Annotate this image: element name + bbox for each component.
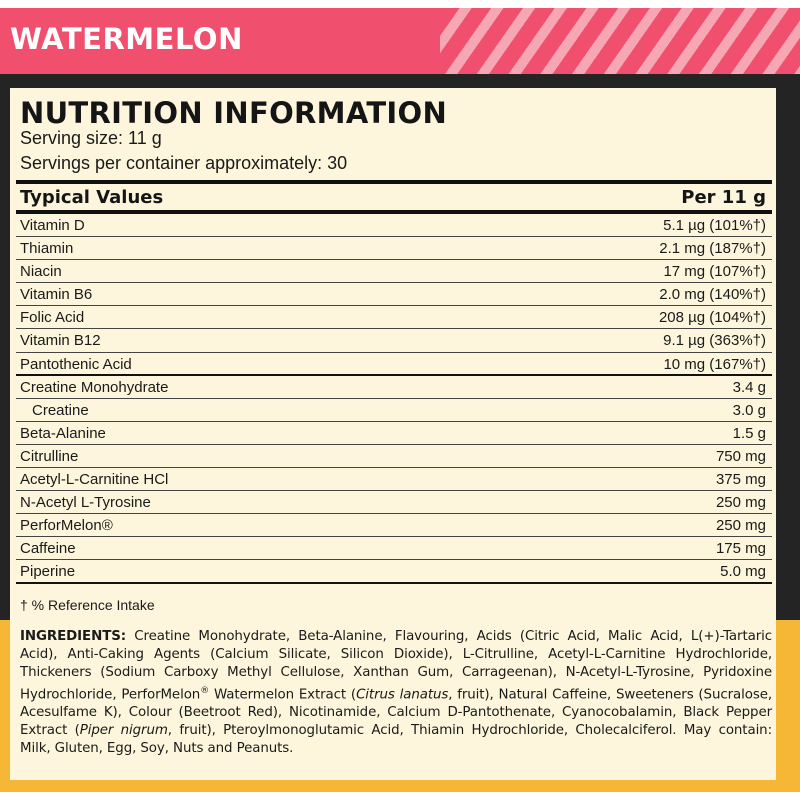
row-value: 250 mg — [715, 517, 766, 535]
frame-left — [0, 74, 10, 620]
row-value: 750 mg — [715, 447, 766, 465]
row-value: 9.1 µg (363%†) — [663, 332, 766, 350]
row-name: PerforMelon® — [20, 517, 113, 535]
table-row — [16, 422, 772, 445]
servings-per-container: Servings per container approximately: 30 — [20, 153, 348, 173]
ingredients-part: Creatine Monohydrate, Beta-Alanine, Flavouring, Acids (Citric Acid, Malic Acid, L(+)-Tartaric Acid), Anti-Caking Agents (Calcium Silicate, Silicon Dioxide), L-Citrulline, Acetyl-L-Carnitine Hydrochloride, Thickeners (Sodium Carboxy Methyl Cellulose, Xanthan Gum, Carrageenan), N-Acetyl-L-Tyrosine, Pyridoxine Hydrochloride, PerforMelon — [20, 629, 772, 703]
flavour-banner — [0, 8, 800, 74]
accent-left — [0, 620, 10, 780]
table-row — [16, 468, 772, 491]
table-row — [16, 214, 772, 237]
row-value: 17 mg (107%†) — [663, 263, 766, 281]
ingredients-part: , fruit), Pteroylmonoglutamic Acid, Thiamin Hydrochloride, Cholecalciferol. May contain: Milk, Gluten, Egg, Soy, Nuts and Peanuts. — [20, 723, 772, 757]
table-row — [16, 353, 772, 376]
table-row — [16, 306, 772, 329]
ingredients-part: , fruit), Natural Caffeine, Sweeteners (Sucralose, Acesulfame K), Colour (Beetroot Red), Nicotinamide, Calcium D-Pantothenate, Cyanocobalamin, Black Pepper Extract ( — [20, 687, 773, 739]
reference-intake-note: † % Reference Intake — [20, 597, 155, 613]
row-name: Thiamin — [20, 240, 74, 258]
row-value: 250 mg — [715, 494, 766, 512]
row-value: 3.4 g — [732, 378, 766, 396]
row-name: Folic Acid — [20, 309, 85, 327]
row-name: Acetyl-L-Carnitine HCl — [20, 471, 169, 489]
table-row — [16, 399, 772, 422]
ingredients-latin-name: Citrus lanatus — [356, 687, 449, 703]
row-name: Niacin — [20, 263, 62, 281]
flavour-title: WATERMELON — [10, 22, 243, 56]
table-row — [16, 560, 772, 583]
row-name: N-Acetyl L-Tyrosine — [20, 494, 151, 512]
accent-bottom — [0, 780, 800, 792]
row-name: Vitamin B6 — [20, 286, 93, 304]
ingredients-part: Watermelon Extract ( — [209, 687, 357, 703]
ingredients-text — [20, 628, 772, 758]
column-header-typical-values: Typical Values — [20, 187, 164, 208]
table-row — [16, 537, 772, 560]
table-row — [16, 329, 772, 352]
row-value: 2.1 mg (187%†) — [659, 240, 766, 258]
row-name: Beta-Alanine — [20, 424, 106, 442]
row-value: 3.0 g — [732, 401, 766, 419]
row-name: Vitamin D — [20, 217, 85, 234]
row-value: 10 mg (167%†) — [663, 355, 766, 373]
table-header — [20, 185, 766, 209]
table-row — [16, 491, 772, 514]
nutrition-title: NUTRITION INFORMATION — [20, 96, 448, 130]
row-value: 375 mg — [715, 471, 766, 489]
row-value: 5.1 µg (101%†) — [663, 217, 766, 234]
table-row — [16, 514, 772, 537]
row-value: 2.0 mg (140%†) — [659, 286, 766, 304]
row-name: Citrulline — [20, 447, 79, 465]
banner-stripes — [440, 8, 800, 74]
ingredients-label: INGREDIENTS: — [20, 629, 127, 644]
nutrition-table — [16, 214, 772, 584]
row-name: Creatine — [32, 401, 89, 419]
table-row — [16, 445, 772, 468]
accent-right — [776, 620, 800, 780]
ingredients-latin-name: Piper nigrum — [79, 723, 168, 739]
nutrition-panel — [10, 88, 776, 620]
row-name: Pantothenic Acid — [20, 355, 132, 373]
row-value: 5.0 mg — [720, 563, 766, 581]
row-value: 1.5 g — [732, 424, 766, 442]
column-header-per-serving: Per 11 g — [681, 187, 766, 208]
table-row — [16, 283, 772, 306]
table-row — [16, 376, 772, 399]
serving-size: Serving size: 11 g — [20, 128, 162, 148]
row-name: Creatine Monohydrate — [20, 378, 169, 396]
registered-mark: ® — [200, 686, 210, 696]
row-name: Vitamin B12 — [20, 332, 101, 350]
table-row — [16, 260, 772, 283]
ingredients-panel — [10, 620, 776, 780]
frame-top — [0, 74, 800, 88]
row-name: Piperine — [20, 563, 76, 581]
row-value: 208 µg (104%†) — [658, 309, 766, 327]
frame-right — [776, 74, 800, 620]
table-row — [16, 237, 772, 260]
divider — [16, 180, 772, 184]
row-value: 175 mg — [715, 540, 766, 558]
row-name: Caffeine — [20, 540, 76, 558]
